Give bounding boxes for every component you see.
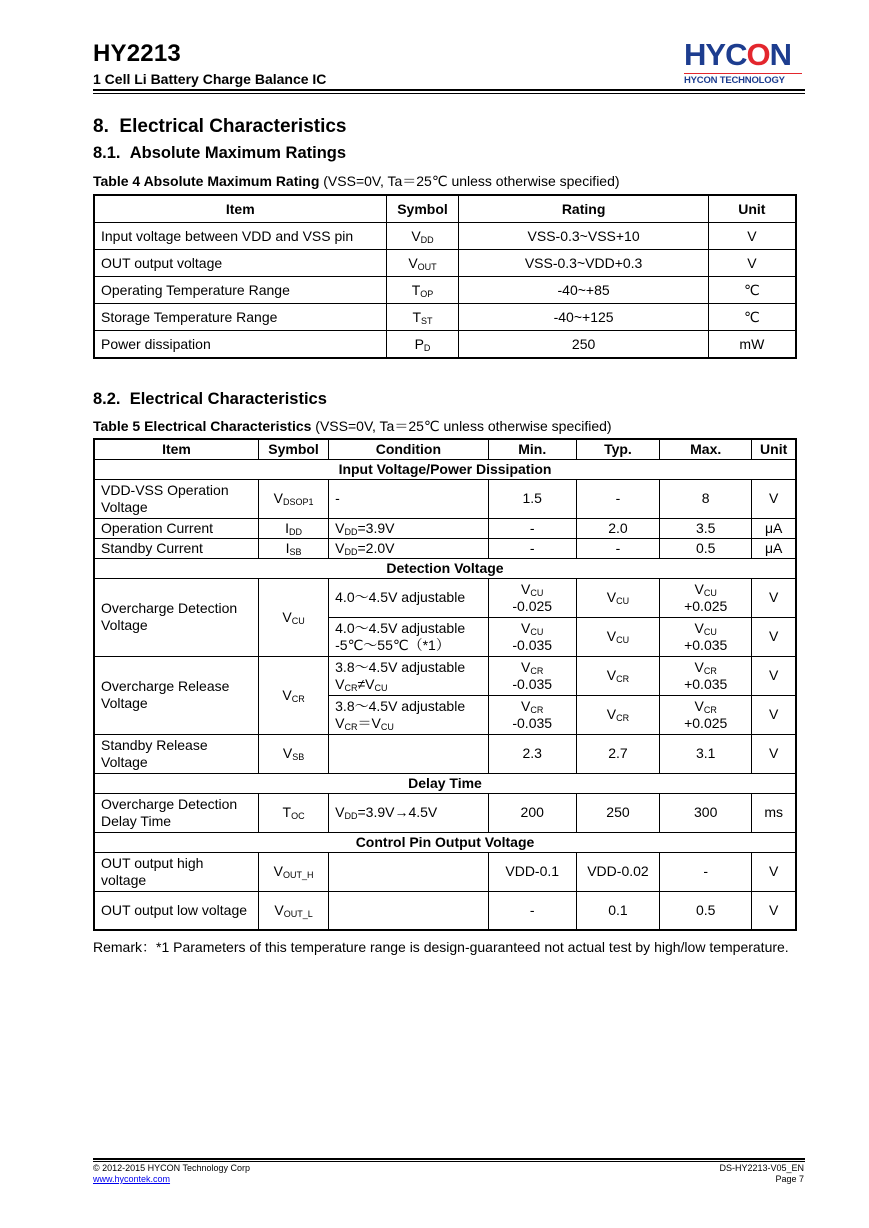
cell-max: 3.1 [660,734,752,773]
remark-note: Remark：*1 Parameters of this temperature range is design-guaranteed not actual test by high/low temperature. [93,939,789,955]
table-header-row [94,195,796,223]
table-row [94,250,796,277]
col-header-max: Max. [660,439,752,459]
cell-typ: - [576,479,659,518]
cell-item: Power dissipation [94,331,386,359]
table5-caption: Table 5 Electrical Characteristics (VSS=0V, Ta＝25℃ unless otherwise specified) [93,418,612,434]
cell-symbol: $V_{DSOP1}$ [258,479,328,518]
cell-unit: ℃ [708,277,796,304]
cell-item: OUT output high voltage [94,852,258,891]
cell-unit: V [708,250,796,277]
col-header-unit: Unit [752,439,796,459]
cell-symbol: $T_{OC}$ [258,793,328,832]
cell-condition: - [329,479,488,518]
cell-unit: ms [752,793,796,832]
logo-divider [684,73,802,74]
cell-unit: V [708,223,796,250]
cell-condition: $V_{DD}=3.9V\to 4.5V$ [329,793,488,832]
cell-symbol: $V_{CR}$ [258,656,328,734]
col-header-symbol: Symbol [386,195,459,223]
subsection-heading-8-1: 8.1. Absolute Maximum Ratings [93,144,347,162]
section-label: Control Pin Output Voltage [94,832,796,852]
table-row [94,518,796,538]
cell-rating: VSS-0.3~VSS+10 [459,223,708,250]
cell-typ: 250 [576,793,659,832]
footer-website-link[interactable]: www.hycontek.com [93,1174,171,1184]
cell-symbol: $V_{DD}$ [386,223,459,250]
cell-typ: $V_{CR}$ [576,695,659,734]
absolute-max-rating-table [93,194,797,359]
cell-item: Operating Temperature Range [94,277,386,304]
cell-item: Operation Current [94,518,258,538]
cell-symbol: $V_{OUT\_H}$ [258,852,328,891]
header-rule [93,89,805,91]
section-heading: 8. Electrical Characteristics [93,116,347,137]
cell-item: Standby Release Voltage [94,734,258,773]
table-row [94,852,796,891]
cell-min: $V_{CR}$ -0.035 [488,695,576,734]
table-row [94,331,796,359]
cell-item: Overcharge Detection Voltage [94,578,258,656]
cell-item: Storage Temperature Range [94,304,386,331]
cell-unit: μA [752,518,796,538]
cell-unit: V [752,617,796,656]
cell-symbol: $V_{CU}$ [258,578,328,656]
table-header-row [94,439,796,459]
cell-unit: ℃ [708,304,796,331]
cell-item: Standby Current [94,538,258,558]
cell-min: 1.5 [488,479,576,518]
table-row [94,793,796,832]
cell-typ: - [576,538,659,558]
cell-min: - [488,518,576,538]
cell-max: $V_{CU}$ +0.025 [660,578,752,617]
cell-item: Input voltage between VDD and VSS pin [94,223,386,250]
cell-max: 3.5 [660,518,752,538]
table-row [94,656,796,695]
cell-condition: $V_{DD}=3.9V$ [329,518,488,538]
logo-tagline: HYCON TECHNOLOGY [684,75,785,86]
cell-item: VDD-VSS Operation Voltage [94,479,258,518]
cell-item: Overcharge Detection Delay Time [94,793,258,832]
cell-unit: V [752,852,796,891]
col-header-typ: Typ. [576,439,659,459]
cell-condition: 4.0～4.5V adjustable -5℃～55℃（*1） [329,617,488,656]
cell-rating: -40~+85 [459,277,708,304]
cell-min: 200 [488,793,576,832]
table-row [94,479,796,518]
cell-max: $V_{CU}$ +0.035 [660,617,752,656]
cell-unit: V [752,656,796,695]
section-label: Delay Time [94,773,796,793]
cell-symbol: $V_{SB}$ [258,734,328,773]
cell-item: OUT output voltage [94,250,386,277]
cell-condition: 4.0～4.5V adjustable [329,578,488,617]
table-row [94,578,796,617]
table-row [94,304,796,331]
cell-unit: V [752,891,796,930]
cell-min: $V_{CU}$ -0.035 [488,617,576,656]
cell-unit: V [752,695,796,734]
table-row [94,538,796,558]
footer-page-number: Page 7 [775,1174,804,1184]
col-header-item: Item [94,195,386,223]
section-row [94,459,796,479]
table-row [94,891,796,930]
cell-typ: 2.0 [576,518,659,538]
col-header-item: Item [94,439,258,459]
section-row [94,832,796,852]
footer-rule [93,1158,805,1160]
cell-typ: 2.7 [576,734,659,773]
cell-min: - [488,891,576,930]
col-header-unit: Unit [708,195,796,223]
table-row [94,223,796,250]
footer-copyright: © 2012-2015 HYCON Technology Corp [93,1163,251,1173]
cell-min: VDD-0.1 [488,852,576,891]
table-row [94,734,796,773]
cell-symbol: $V_{OUT\_L}$ [258,891,328,930]
footer-doc-id: DS-HY2213-V05_EN [719,1163,804,1173]
cell-unit: μA [752,538,796,558]
cell-symbol: $T_{OP}$ [386,277,459,304]
cell-max: 300 [660,793,752,832]
cell-item: Overcharge Release Voltage [94,656,258,734]
cell-symbol: $T_{ST}$ [386,304,459,331]
subsection-heading-8-2: 8.2. Electrical Characteristics [93,390,327,408]
cell-max: - [660,852,752,891]
footer-rule-thin [93,1161,805,1162]
cell-max: 0.5 [660,891,752,930]
cell-unit: V [752,479,796,518]
cell-condition: 3.8～4.5V adjustable $V_{CR}\ne V_{CU}$ [329,656,488,695]
cell-condition [329,891,488,930]
cell-symbol: $I_{DD}$ [258,518,328,538]
cell-min: $V_{CR}$ -0.035 [488,656,576,695]
col-header-min: Min. [488,439,576,459]
cell-typ: 0.1 [576,891,659,930]
cell-typ: VDD-0.02 [576,852,659,891]
cell-min: $V_{CU}$ -0.025 [488,578,576,617]
logo-wordmark: HYCON [684,37,791,72]
table-row [94,277,796,304]
cell-typ: $V_{CU}$ [576,617,659,656]
cell-unit: mW [708,331,796,359]
document-subtitle: 1 Cell Li Battery Charge Balance IC [93,71,327,87]
col-header-symbol: Symbol [258,439,328,459]
table4-caption: Table 4 Absolute Maximum Rating (VSS=0V, Ta＝25℃ unless otherwise specified) [93,173,620,189]
col-header-rating: Rating [459,195,708,223]
cell-unit: V [752,578,796,617]
cell-symbol: $P_D$ [386,331,459,359]
cell-min: - [488,538,576,558]
cell-rating: VSS-0.3~VDD+0.3 [459,250,708,277]
header-rule-thin [93,93,805,94]
cell-rating: -40~+125 [459,304,708,331]
cell-condition: $V_{DD}=2.0V$ [329,538,488,558]
electrical-characteristics-table [93,438,797,931]
cell-unit: V [752,734,796,773]
cell-max: 8 [660,479,752,518]
section-row [94,558,796,578]
cell-rating: 250 [459,331,708,359]
cell-max: 0.5 [660,538,752,558]
hycon-logo [684,38,804,88]
section-label: Detection Voltage [94,558,796,578]
cell-typ: $V_{CU}$ [576,578,659,617]
cell-max: $V_{CR}$ +0.035 [660,656,752,695]
section-label: Input Voltage/Power Dissipation [94,459,796,479]
section-row [94,773,796,793]
cell-symbol: $V_{OUT}$ [386,250,459,277]
cell-typ: $V_{CR}$ [576,656,659,695]
cell-max: $V_{CR}$ +0.025 [660,695,752,734]
col-header-condition: Condition [329,439,488,459]
cell-min: 2.3 [488,734,576,773]
document-title: HY2213 [93,40,181,67]
cell-condition: 3.8～4.5V adjustable $V_{CR}=V_{CU}$ [329,695,488,734]
cell-condition [329,734,488,773]
cell-item: OUT output low voltage [94,891,258,930]
cell-symbol: $I_{SB}$ [258,538,328,558]
cell-condition [329,852,488,891]
